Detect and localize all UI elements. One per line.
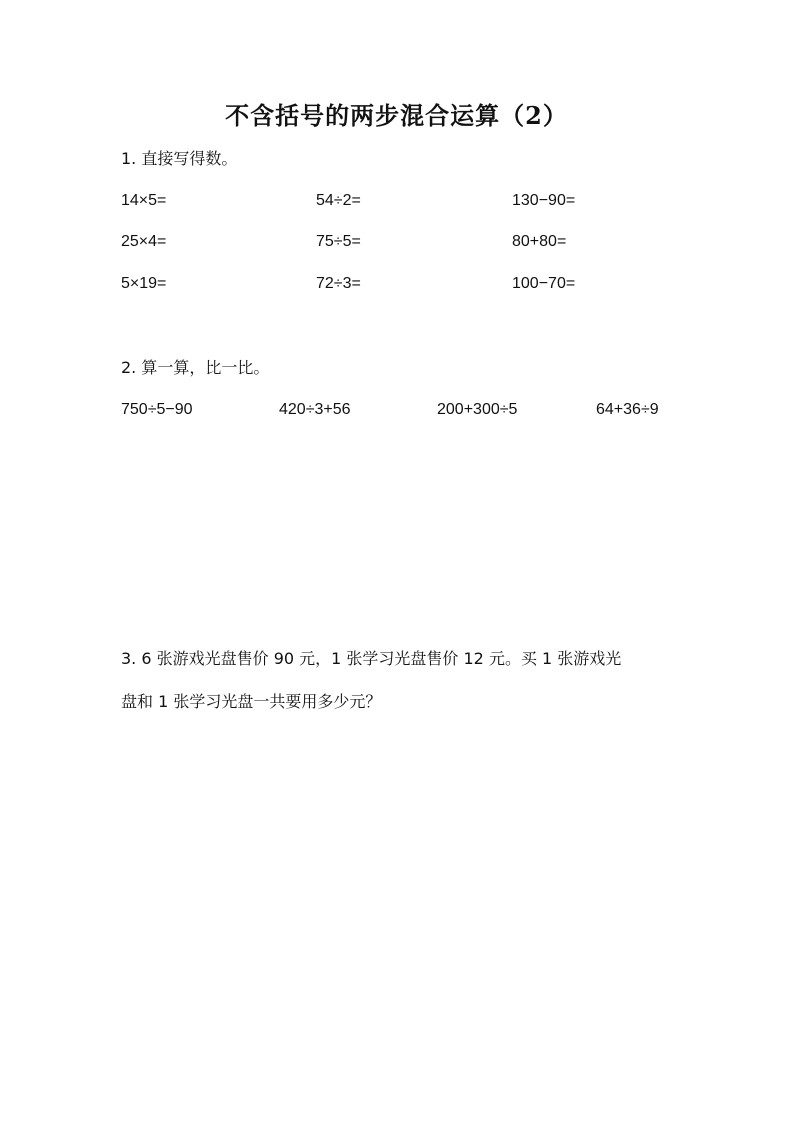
compare-calc-item: 420÷3+56 [279,401,351,418]
compare-calc-item: 750÷5−90 [121,401,193,418]
oral-calc-item: 14×5= [121,192,167,209]
oral-calc-item: 130−90= [512,192,576,209]
oral-calc-item: 75÷5= [316,233,361,250]
oral-calc-item: 54÷2= [316,192,361,209]
page-title: 不含括号的两步混合运算（2） [225,101,568,130]
word-problem-line-1: 3. 6 张游戏光盘售价 90 元，1 张学习光盘售价 12 元。买 1 张游戏光 [121,649,622,668]
oral-calc-item: 72÷3= [316,275,361,292]
word-problem-line-2: 盘和 1 张学习光盘一共要用多少元？ [121,692,382,711]
oral-calc-item: 80+80= [512,233,567,250]
oral-calc-item: 25×4= [121,233,167,250]
oral-calc-item: 100−70= [512,275,576,292]
compare-calc-item: 64+36÷9 [596,401,659,418]
section-2-heading: 2. 算一算，比一比。 [121,358,270,377]
oral-calc-item: 5×19= [121,275,167,292]
compare-calc-item: 200+300÷5 [437,401,518,418]
section-1-heading: 1. 直接写得数。 [121,149,238,168]
